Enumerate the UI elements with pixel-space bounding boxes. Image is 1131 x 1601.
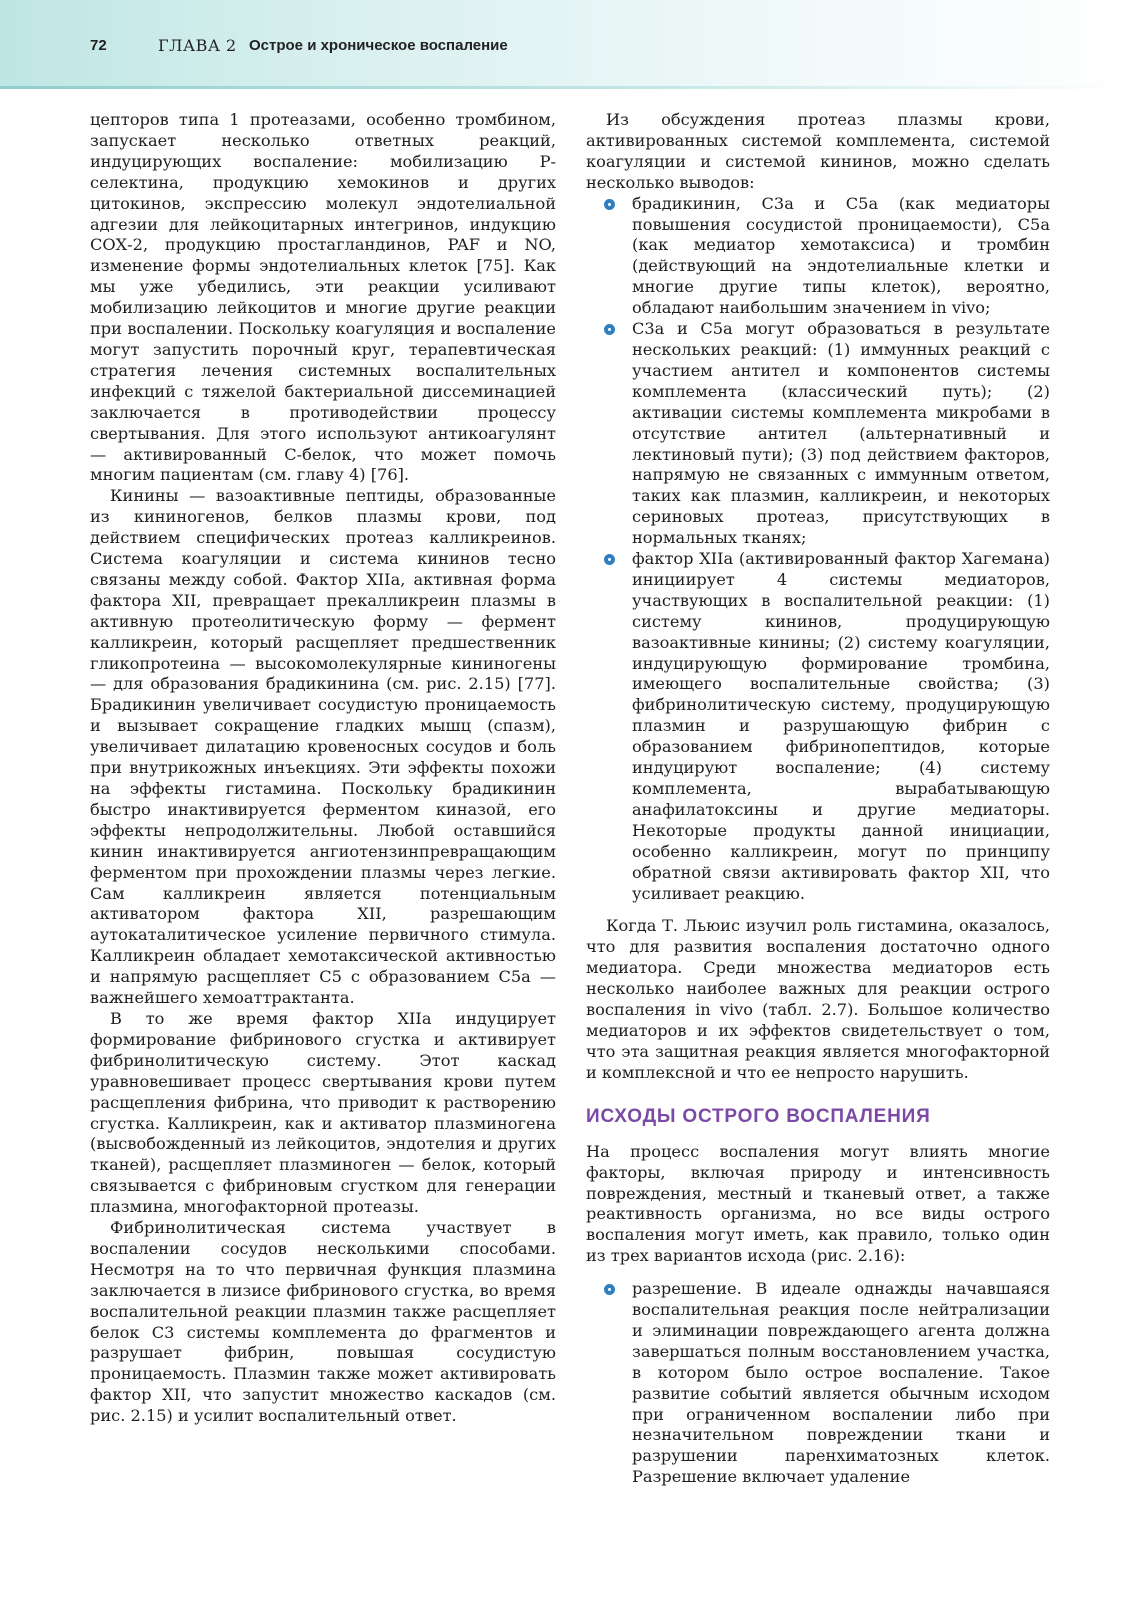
paragraph: Из обсуждения протеаз плазмы крови, активированных системой комплемента, системой коагуляции и системой кининов, можно сделать несколько выводов: [586, 110, 1050, 192]
left-column [90, 110, 556, 1427]
list-item-text: разрешение. В идеале однажды начавшаяся воспалительная реакция после нейтрализации и элиминации повреждающего агента должна завершаться полным восстановлением участка, в котором было острое воспаление. Такое развитие событий является обычным исходом при ограниченном воспалении либо при незначительном повреждении ткани и разрушении паренхиматозных клеток. Разрешение включает удаление [632, 1279, 1050, 1487]
list-item-text: С3а и С5а могут образоваться в результате нескольких реакций: (1) иммунных реакций с участием антител и компонентов системы комплемента (классический путь); (2) активации системы комплемента микробами в отсутствие антител (альтернативный и лектиновый пути); (3) под действием факторов, напрямую не связанных с иммунным ответом, таких как плазмин, калликреин, и некоторых сериновых протеаз, присутствующих в нормальных тканях; [632, 319, 1050, 548]
bullet-list [586, 1279, 1050, 1488]
right-column [586, 110, 1050, 1488]
bullet-icon [604, 554, 615, 565]
paragraph: Когда Т. Льюис изучил роль гистамина, оказалось, что для развития воспаления достаточно одного медиатора. Среди множества медиаторов есть несколько наиболее важных для реакции острого воспаления in vivo (табл. 2.7). Большое количество медиаторов и их эффектов свидетельствует о том, что эта защитная реакция является многофакторной и комплексной и что ее непросто нарушить. [586, 916, 1050, 1082]
list-item [586, 194, 1050, 319]
bullet-icon [604, 199, 615, 210]
list-item [586, 1279, 1050, 1488]
paragraph: На процесс воспаления могут влиять многие факторы, включая природу и интенсивность повреждения, местный и тканевый ответ, а также реактивность организма, но все виды острого воспаления могут иметь, как правило, только один из трех вариантов исхода (рис. 2.16): [586, 1141, 1050, 1266]
paragraph: В то же время фактор XIIa индуцирует формирование фибринового сгустка и активирует фибринолитическую систему. Этот каскад уравновешивает процесс свертывания крови путем расщепления фибрина, что приводит к растворению сгустка. Калликреин, как и активатор плазминогена (высвобожденный из лейкоцитов, эндотелия и других тканей), расщепляет плазминоген — белок, который связывается с фибриновым сгустком для генерации плазмина, многофакторной протеазы. [90, 1008, 556, 1217]
bullet-icon [604, 324, 615, 335]
list-item-text: брадикинин, С3а и С5а (как медиаторы повышения сосудистой проницаемости), С5а (как медиатор хемотаксиса) и тромбин (действующий на эндотелиальные клетки и многие другие типы клеток), вероятно, обладают наибольшим значением in vivo; [632, 193, 1050, 318]
section-heading: ИСХОДЫ ОСТРОГО ВОСПАЛЕНИЯ [586, 1105, 931, 1127]
list-item [586, 549, 1050, 904]
list-item [586, 319, 1050, 549]
chapter-label: ГЛАВА 2 [158, 36, 237, 55]
paragraph: Кинины — вазоактивные пептиды, образованные из кининогенов, белков плазмы крови, под действием специфических протеаз калликреинов. Система коагуляции и система кининов тесно связаны между собой. Фактор XIIa, активная форма фактора XII, превращает прекалликреин плазмы в активную протеолитическую форму — фермент калликреин, который расщепляет предшественник гликопротеина — высокомолекулярные кининогены — для образования брадикинина (см. рис. 2.15) [77]. Брадикинин увеличивает сосудистую проницаемость и вызывает сокращение гладких мышц (спазм), увеличивает дилатацию кровеносных сосудов и боль при внутрикожных инъекциях. Эти эффекты похожи на эффекты гистамина. Поскольку брадикинин быстро инактивируется ферментом киназой, его эффекты непродолжительны. Любой оставшийся кинин инактивируется ангиотензинпревращающим ферментом при прохождении плазмы через легкие. Сам калликреин является потенциальным активатором фактора XII, разрешающим аутокаталитическое усиление первичного стимула. Калликреин обладает хемотаксической активностью и напрямую расщепляет С5 с образованием С5а — важнейшего хемоаттрактанта. [90, 486, 556, 1008]
header-divider [0, 86, 1131, 89]
paragraph: цепторов типа 1 протеазами, особенно тромбином, запускает несколько ответных реакций, индуцирующих воспаление: мобилизацию Р-селектина, продукцию хемокинов и других цитокинов, экспрессию молекул эндотелиальной адгезии для лейкоцитарных интегринов, индукцию СОХ-2, продукцию простагландинов, PAF и NO, изменение формы эндотелиальных клеток [75]. Как мы уже убедились, эти реакции усиливают мобилизацию лейкоцитов и многие другие реакции при воспалении. Поскольку коагуляция и воспаление могут запустить порочный круг, терапевтическая стратегия лечения системных воспалительных инфекций с тяжелой бактериальной диссеминацией заключается в противодействии процессу свертывания. Для этого используют антикоагулянт — активированный С-белок, что может помочь многим пациентам (см. главу 4) [76]. [90, 110, 556, 485]
page-number: 72 [90, 37, 107, 54]
bullet-icon [604, 1284, 615, 1295]
paragraph: Фибринолитическая система участвует в воспалении сосудов несколькими способами. Несмотря на то что первичная функция плазмина заключается в лизисе фибринового сгустка, во время воспалительной реакции плазмин также расщепляет белок С3 системы комплемента до фрагментов и разрушает фибрин, повышая сосудистую проницаемость. Плазмин также может активировать фактор XII, что запустит множество каскадов (см. рис. 2.15) и усилит воспалительный ответ. [90, 1218, 556, 1426]
list-item-text: фактор XIIa (активированный фактор Хагемана) инициирует 4 системы медиаторов, участвующих в воспалительной реакции: (1) систему кининов, продуцирующую вазоактивные кинины; (2) систему коагуляции, индуцирующую формирование тромбина, имеющего воспалительные свойства; (3) фибринолитическую систему, продуцирующую плазмин и разрушающую фибрин с образованием фибринопептидов, которые индуцируют воспаление; (4) систему комплемента, вырабатывающую анафилатоксины и другие медиаторы. Некоторые продукты данной инициации, особенно калликреин, могут по принципу обратной связи активировать фактор XII, что усиливает реакцию. [632, 549, 1050, 903]
chapter-title: Острое и хроническое воспаление [249, 37, 508, 54]
bullet-list [586, 194, 1050, 905]
